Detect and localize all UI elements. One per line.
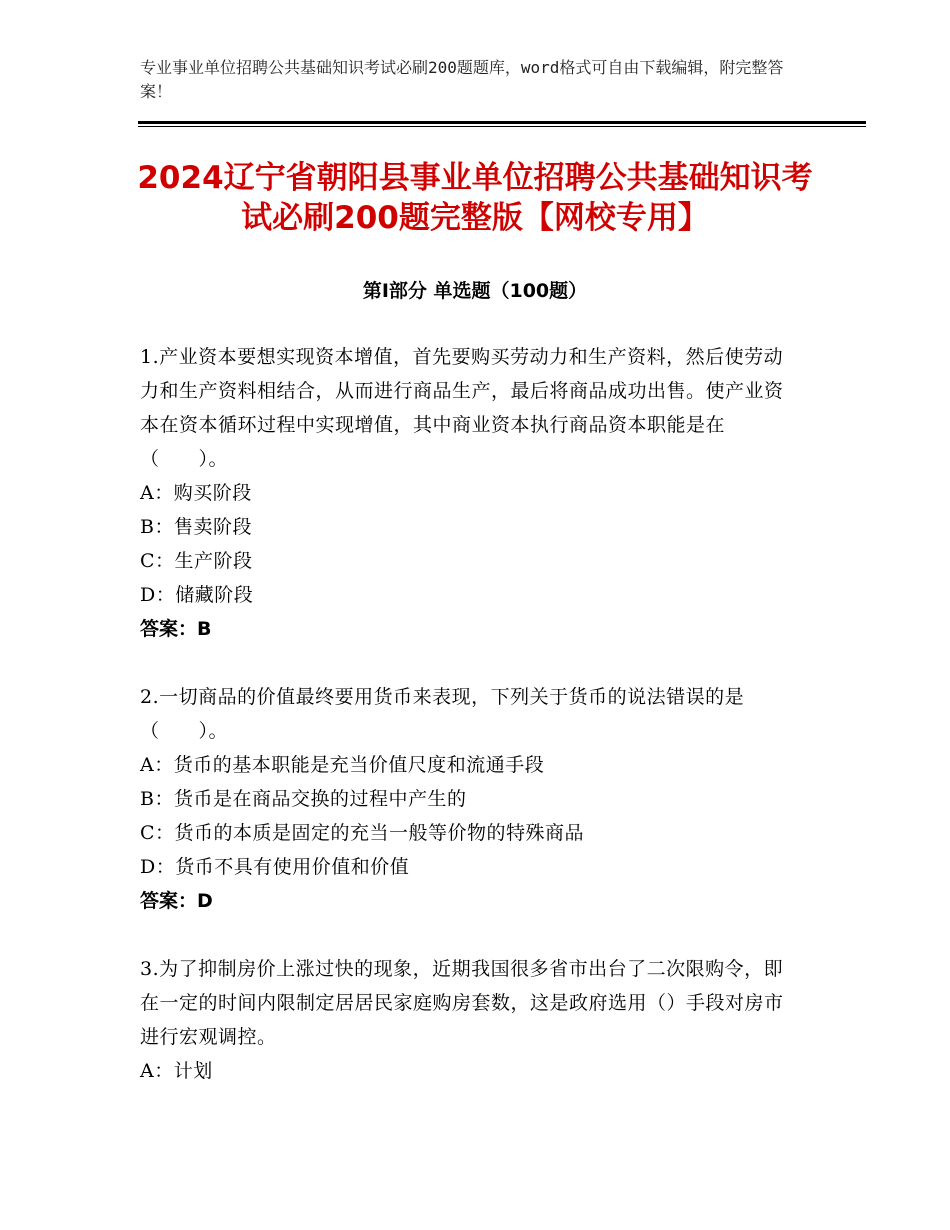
answer: 答案：B <box>140 618 212 640</box>
header-rule-thin <box>138 126 866 127</box>
answer: 答案：D <box>140 890 213 912</box>
option-a: A：购买阶段 <box>140 482 252 504</box>
question-3 <box>140 952 800 1088</box>
section-heading: 第Ⅰ部分 单选题（100题） <box>362 280 588 302</box>
option-c: C：货币的本质是固定的充当一般等价物的特殊商品 <box>140 822 585 844</box>
question-list <box>140 340 800 1122</box>
question-stem: 1.产业资本要想实现资本增值，首先要购买劳动力和生产资料，然后使劳动力和生产资料相结合，从而进行商品生产，最后将商品成功出售。使产业资本在资本循环过程中实现增值，其中商业资本执行商品资本职能是在（ ）。 <box>140 346 784 470</box>
option-c: C：生产阶段 <box>140 550 253 572</box>
option-b: B：货币是在商品交换的过程中产生的 <box>140 788 467 810</box>
question-2 <box>140 680 800 918</box>
option-d: D：货币不具有使用价值和价值 <box>140 856 410 878</box>
option-a: A：计划 <box>140 1060 213 1082</box>
option-a: A：货币的基本职能是充当价值尺度和流通手段 <box>140 754 545 776</box>
question-stem: 2.一切商品的价值最终要用货币来表现，下列关于货币的说法错误的是（ ）。 <box>140 686 745 742</box>
question-1 <box>140 340 800 646</box>
header-rule-thick <box>138 121 866 124</box>
document-title: 2024辽宁省朝阳县事业单位招聘公共基础知识考试必刷200题完整版【网校专用】 <box>137 160 813 236</box>
option-b: B：售卖阶段 <box>140 516 252 538</box>
option-d: D：储藏阶段 <box>140 584 254 606</box>
question-stem: 3.为了抑制房价上涨过快的现象，近期我国很多省市出台了二次限购令，即在一定的时间内限制定居居民家庭购房套数，这是政府选用（）手段对房市进行宏观调控。 <box>140 958 784 1048</box>
header-note: 专业事业单位招聘公共基础知识考试必刷200题题库，word格式可自由下载编辑，附完整答案！ <box>140 58 784 101</box>
